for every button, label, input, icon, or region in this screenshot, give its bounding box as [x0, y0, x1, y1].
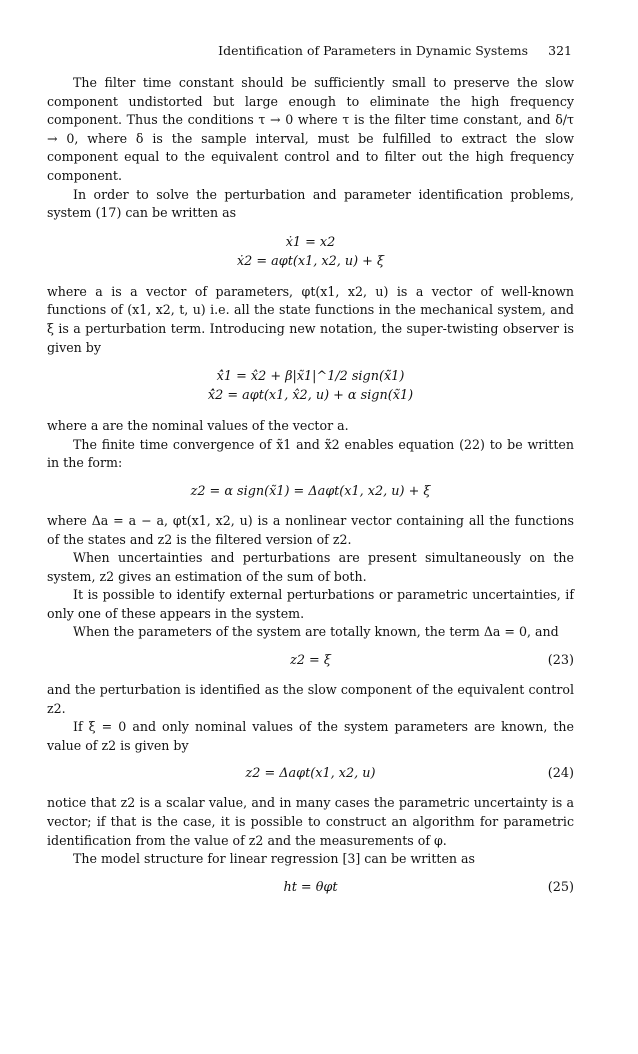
equation-23-body: z2 = ξ: [290, 653, 331, 669]
equation-observer-2: x̂̇2 = aφt(x1, x̂2, u) + α sign(x̃1): [207, 388, 414, 404]
equation-25-number: (25): [547, 879, 574, 895]
paragraph-uncertainties: When uncertainties and perturbations are present simultaneously on the system, z2 gives an estimation of the sum of both.: [47, 550, 574, 584]
paragraph-parameters: where a is a vector of parameters, φt(x1, x2, u) is a vector of well-known functions of (x1, x2, t, u) i.e. all the state functions in the mechanical system, and ξ is a perturbation term. Introducing new notation, the super-twisting observer is given by: [47, 283, 574, 355]
equation-23-number: (23): [547, 653, 574, 669]
equation-observer-1: x̂̇1 = x̂2 + β|x̃1|^1/2 sign(x̃1): [216, 369, 405, 385]
observer-equations: [47, 367, 574, 405]
equation-z2: z2 = α sign(x̃1) = Δaφt(x1, x2, u) + ξ: [190, 483, 431, 499]
paragraph-convergence: The finite time convergence of x̃1 and x̃2 enables equation (22) to be written in the form:: [47, 436, 574, 471]
equation-x2-dot: ẋ2 = aφt(x1, x2, u) + ξ: [236, 253, 385, 269]
equation-25-body: ht = θφt: [283, 879, 338, 895]
paragraph-known-parameters: When the parameters of the system are totally known, the term Δa = 0, and: [73, 624, 559, 640]
paragraph-identify: It is possible to identify external perturbations or parametric uncertainties, if only one of these appears in the system.: [47, 587, 574, 621]
page-number: 321: [548, 43, 572, 58]
equation-23: [47, 651, 574, 670]
paragraph-regression: The model structure for linear regression [3] can be written as: [73, 851, 475, 867]
equation-24-body: z2 = Δaφt(x1, x2, u): [245, 766, 376, 782]
equation-24: [47, 764, 574, 783]
body-text: [47, 74, 574, 908]
system-equations: [47, 233, 574, 271]
paragraph-filter: The filter time constant should be sufficiently small to preserve the slow component undistorted but large enough to eliminate the high frequency component. Thus the conditions τ → 0 where τ is the filter time constant, and δ/τ → 0, where δ is the sample interval, must be fulfilled to extract the slow component equal to the equivalent control and to filter out the high frequency component.: [47, 75, 574, 183]
equation-24-number: (24): [547, 766, 574, 782]
paragraph-system: In order to solve the perturbation and parameter identification problems, system (17) can be written as: [47, 186, 574, 221]
paragraph-scalar: notice that z2 is a scalar value, and in many cases the parametric uncertainty is a vector; if that is the case, it is possible to construct an algorithm for parametric identification from the value of z2 and the measurements of φ.: [47, 795, 574, 848]
paragraph-delta-a: where Δa = a − a, φt(x1, x2, u) is a nonlinear vector containing all the functions of the states and z2 is the filtered version of z2.: [47, 512, 574, 547]
paragraph-perturbation: and the perturbation is identified as the slow component of the equivalent control z2.: [47, 682, 574, 716]
page-header: [0, 43, 638, 63]
running-title: Identification of Parameters in Dynamic Systems: [218, 43, 528, 58]
paragraph-xi-zero: If ξ = 0 and only nominal values of the system parameters are known, the value of z2 is given by: [47, 719, 574, 753]
paragraph-nominal: where a are the nominal values of the vector a.: [47, 418, 349, 434]
equation-x1-dot: ẋ1 = x2: [285, 234, 336, 250]
equation-25: [47, 878, 574, 897]
